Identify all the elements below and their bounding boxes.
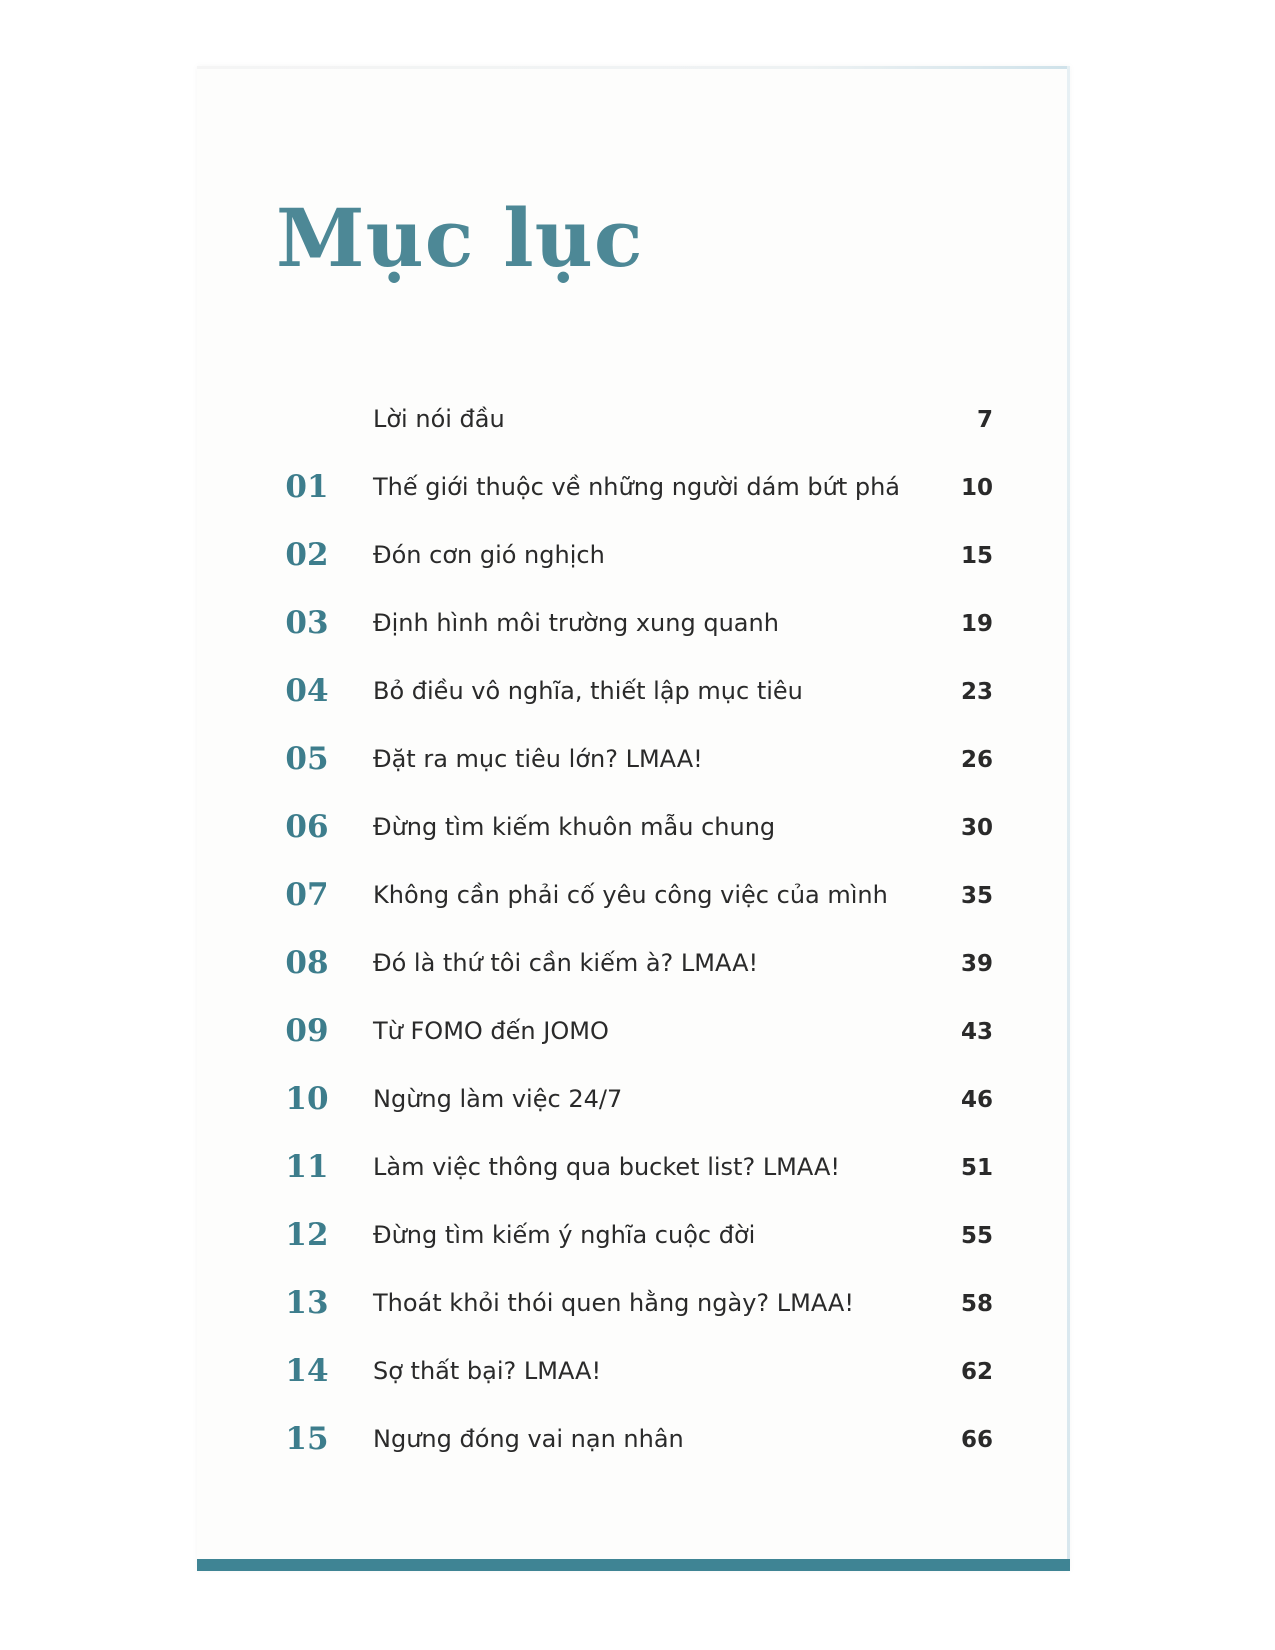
- chapter-title: Không cần phải cố yêu công việc của mình: [373, 881, 888, 909]
- toc-entry: [197, 1285, 1070, 1353]
- chapter-title: Lời nói đầu: [373, 405, 505, 433]
- chapter-title: Từ FOMO đến JOMO: [373, 1017, 609, 1045]
- chapter-number: 14: [285, 1353, 329, 1389]
- toc-entry: [197, 401, 1070, 469]
- page-number: 39: [960, 951, 993, 977]
- page-number: 46: [960, 1087, 993, 1113]
- page-number: 10: [960, 475, 993, 501]
- toc-entry: [197, 1217, 1070, 1285]
- chapter-number: 11: [285, 1149, 329, 1185]
- page-number: 35: [960, 883, 993, 909]
- chapter-title: Đặt ra mục tiêu lớn? LMAA!: [373, 745, 703, 773]
- page-number: 30: [960, 815, 993, 841]
- toc-entry: [197, 605, 1070, 673]
- chapter-number: 10: [285, 1081, 329, 1117]
- chapter-title: Thoát khỏi thói quen hằng ngày? LMAA!: [373, 1289, 854, 1317]
- chapter-number: 09: [285, 1013, 329, 1049]
- chapter-title: Bỏ điều vô nghĩa, thiết lập mục tiêu: [373, 677, 803, 705]
- chapter-number: 12: [285, 1217, 329, 1253]
- chapter-number: 01: [285, 469, 329, 505]
- chapter-number: 07: [285, 877, 329, 913]
- page-number: 66: [960, 1427, 993, 1453]
- toc-entry: [197, 469, 1070, 537]
- toc-entry: [197, 1149, 1070, 1217]
- chapter-number: 13: [285, 1285, 329, 1321]
- chapter-title: Đừng tìm kiếm ý nghĩa cuộc đời: [373, 1221, 756, 1249]
- chapter-title: Ngưng đóng vai nạn nhân: [373, 1425, 684, 1453]
- chapter-number: 04: [285, 673, 329, 709]
- chapter-title: Làm việc thông qua bucket list? LMAA!: [373, 1153, 841, 1181]
- toc-entry: [197, 537, 1070, 605]
- chapter-title: Sợ thất bại? LMAA!: [373, 1357, 602, 1385]
- page-number: 15: [960, 543, 993, 569]
- toc-entry: [197, 809, 1070, 877]
- toc-entry: [197, 1353, 1070, 1421]
- page-number: 26: [960, 747, 993, 773]
- page-number: 62: [960, 1359, 993, 1385]
- chapter-title: Đón cơn gió nghịch: [373, 541, 605, 569]
- toc-entry: [197, 1013, 1070, 1081]
- chapter-number: 02: [285, 537, 329, 573]
- page-number: 51: [960, 1155, 993, 1181]
- chapter-title: Thế giới thuộc về những người dám bứt phá: [373, 473, 901, 501]
- chapter-number: 05: [285, 741, 329, 777]
- page-top-edge: [197, 66, 1070, 69]
- page-number: 43: [960, 1019, 993, 1045]
- chapter-title: Đó là thứ tôi cần kiếm à? LMAA!: [373, 949, 759, 977]
- toc-entry: [197, 673, 1070, 741]
- page-title: Mục lục: [276, 191, 644, 285]
- chapter-number: 03: [285, 605, 329, 641]
- chapter-title: Đừng tìm kiếm khuôn mẫu chung: [373, 813, 776, 841]
- book-page: [197, 66, 1070, 1571]
- toc-entry: [197, 945, 1070, 1013]
- footer-band: [197, 1559, 1070, 1571]
- page-number: 55: [960, 1223, 993, 1249]
- page-number: 19: [960, 611, 993, 637]
- chapter-number: 15: [285, 1421, 329, 1457]
- page-number: 23: [960, 679, 993, 705]
- chapter-title: Định hình môi trường xung quanh: [373, 609, 779, 637]
- chapter-number: 08: [285, 945, 329, 981]
- chapter-number: 06: [285, 809, 329, 845]
- toc-entry: [197, 741, 1070, 809]
- toc-entry: [197, 877, 1070, 945]
- table-of-contents: [197, 401, 1070, 1489]
- toc-entry: [197, 1081, 1070, 1149]
- toc-entry: [197, 1421, 1070, 1489]
- chapter-title: Ngừng làm việc 24/7: [373, 1085, 623, 1113]
- page-number: 58: [960, 1291, 993, 1317]
- page-number: 7: [976, 407, 993, 433]
